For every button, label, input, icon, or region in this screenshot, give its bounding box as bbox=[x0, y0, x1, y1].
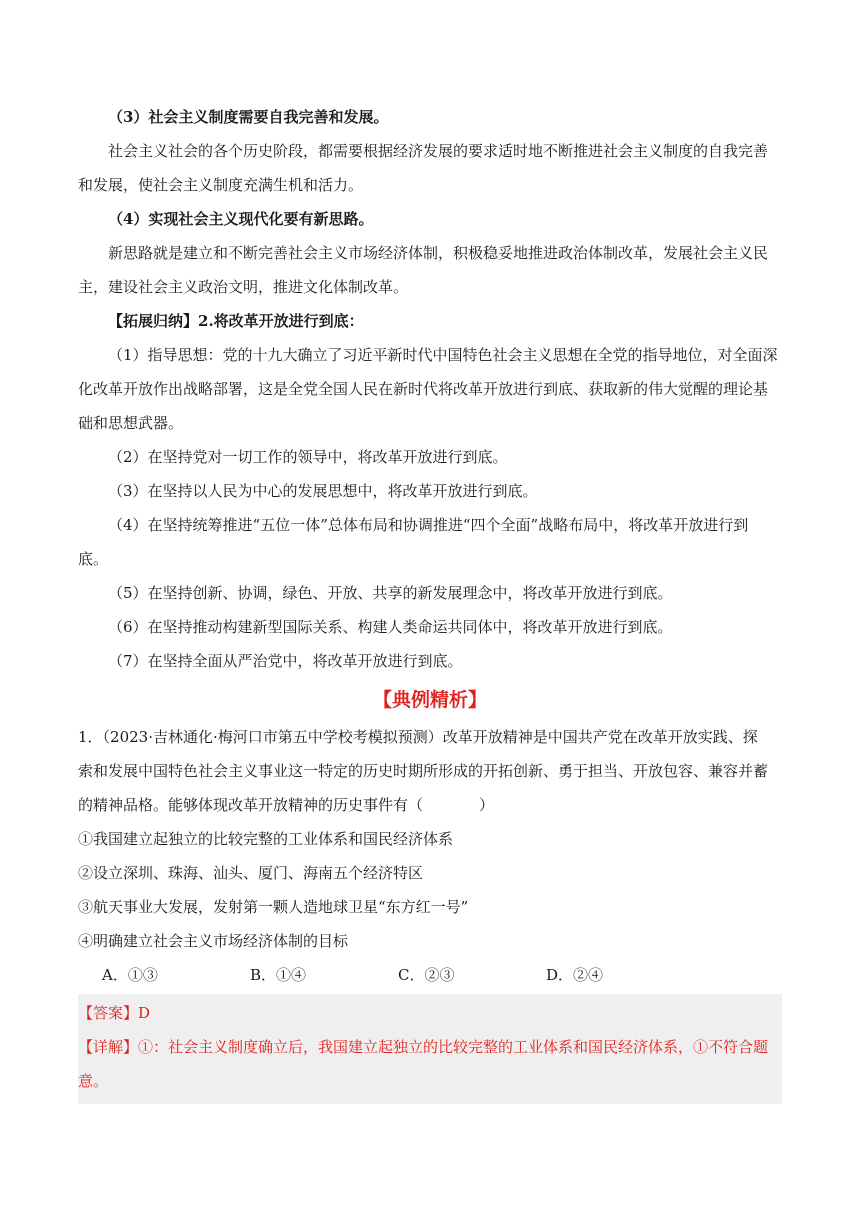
expand-item-5: （5）在坚持创新、协调，绿色、开放、共享的新发展理念中，将改革开放进行到底。 bbox=[108, 584, 673, 602]
expand-item-1-line-2: 化改革开放作出战略部署，这是全党全国人民在新时代将改革开放进行到底、获取新的伟大觉醒的理论基 bbox=[78, 380, 769, 398]
heading-4: （4）实现社会主义现代化要有新思路。 bbox=[108, 210, 374, 228]
question-line-3 bbox=[78, 788, 782, 822]
expand-item-4-line-2: 底。 bbox=[78, 550, 109, 568]
paragraph-4-line-2: 主，建设社会主义政治文明，推进文化体制改革。 bbox=[78, 278, 409, 296]
paragraph-3-line-2: 和发展，使社会主义制度充满生机和活力。 bbox=[78, 176, 364, 194]
question-line-3-text: 的精神品格。能够体现改革开放精神的历史事件有（ bbox=[78, 796, 424, 814]
answer-label: 【答案】D bbox=[78, 1004, 151, 1022]
expand-item-7: （7）在坚持全面从严治党中，将改革开放进行到底。 bbox=[108, 652, 463, 670]
paragraph-3-line-1: 社会主义社会的各个历史阶段，都需要根据经济发展的要求适时地不断推进社会主义制度的自我完善 bbox=[108, 142, 769, 160]
option-d[interactable]: D．②④ bbox=[546, 966, 604, 984]
option-a[interactable]: A．①③ bbox=[102, 966, 158, 984]
expand-item-3: （3）在坚持以人民为中心的发展思想中，将改革开放进行到底。 bbox=[108, 482, 538, 500]
question-line-2: 索和发展中国特色社会主义事业这一特定的历史时期所形成的开拓创新、勇于担当、开放包容、兼容并蓄 bbox=[78, 762, 769, 780]
statement-2: ②设立深圳、珠海、汕头、厦门、海南五个经济特区 bbox=[78, 864, 424, 882]
expand-item-6: （6）在坚持推动构建新型国际关系、构建人类命运共同体中，将改革开放进行到底。 bbox=[108, 618, 673, 636]
expand-item-4-line-1: （4）在坚持统筹推进“五位一体”总体布局和协调推进“四个全面”战略布局中，将改革开放进行到 bbox=[108, 516, 749, 534]
answer-box bbox=[78, 994, 782, 1104]
heading-3: （3）社会主义制度需要自我完善和发展。 bbox=[108, 108, 389, 126]
document-page bbox=[78, 100, 782, 1104]
expand-item-2: （2）在坚持党对一切工作的领导中，将改革开放进行到底。 bbox=[108, 448, 508, 466]
expand-item-1-line-3: 础和思想武器。 bbox=[78, 414, 184, 432]
section-title: 【典例精析】 bbox=[372, 689, 487, 711]
paragraph-4-line-1: 新思路就是建立和不断完善社会主义市场经济体制，积极稳妥地推进政治体制改革，发展社会主义民 bbox=[108, 244, 769, 262]
expand-item-1-line-1: （1）指导思想：党的十九大确立了习近平新时代中国特色社会主义思想在全党的指导地位，对全面深 bbox=[108, 346, 778, 364]
answer-options bbox=[78, 958, 782, 992]
answer-detail-line-2: 意。 bbox=[78, 1072, 109, 1090]
statement-1: ①我国建立起独立的比较完整的工业体系和国民经济体系 bbox=[78, 830, 454, 848]
statement-3: ③航天事业大发展，发射第一颗人造地球卫星“东方红一号” bbox=[78, 898, 469, 916]
statement-4: ④明确建立社会主义市场经济体制的目标 bbox=[78, 932, 349, 950]
answer-detail-line-1: 【详解】①：社会主义制度确立后，我国建立起独立的比较完整的工业体系和国民经济体系，①不符合题 bbox=[78, 1038, 769, 1056]
question-line-1: 1．（2023·吉林通化·梅河口市第五中学校考模拟预测）改革开放精神是中国共产党在改革开放实践、探 bbox=[78, 728, 758, 746]
option-b[interactable]: B．①④ bbox=[250, 966, 307, 984]
option-c[interactable]: C．②③ bbox=[398, 966, 455, 984]
expand-heading: 【拓展归纳】2.将改革开放进行到底： bbox=[108, 312, 364, 330]
question-bracket-close: ） bbox=[479, 796, 495, 814]
